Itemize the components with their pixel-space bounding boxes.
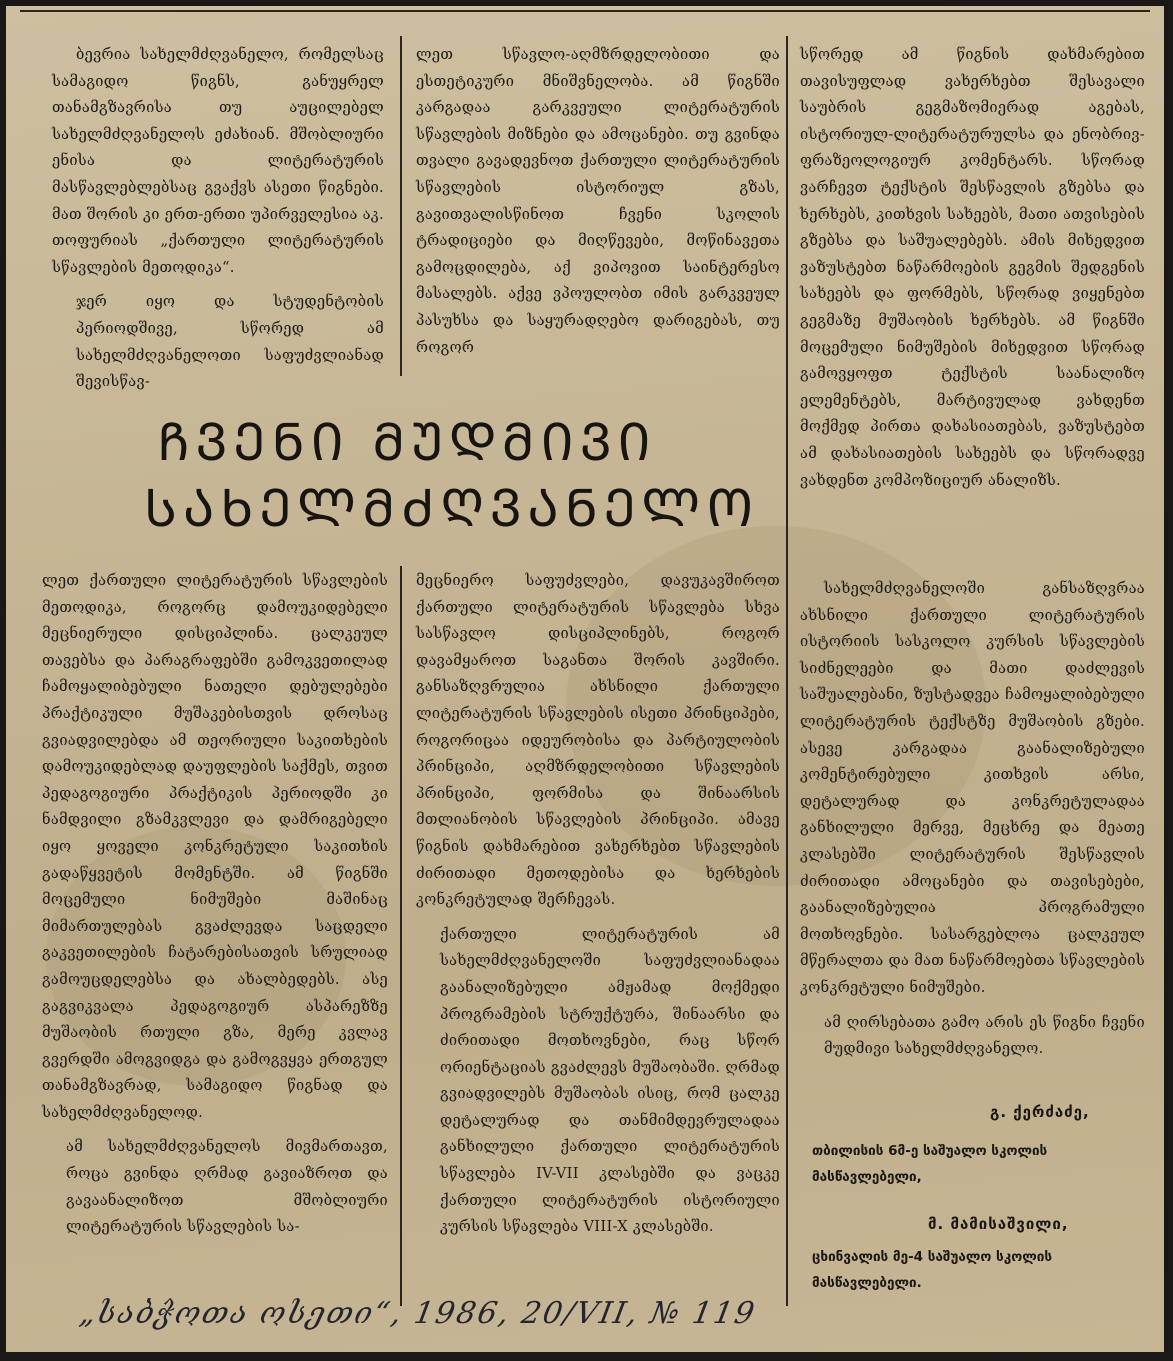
article-headline — [144, 410, 760, 542]
paragraph: ამ სახელმძღვანელოს მივმართავთ, როცა გვინდა ღრმად გავიაზროთ და გავაანალიზოთ მშობლიური ლიტერატურის სწავლების სა- — [66, 1138, 393, 1236]
article-column-5 — [416, 568, 785, 1308]
paragraph: ლეთ სწავლო-აღმზრდელობითი და ესთეტიკური მნიშვნელობა. ამ წიგნში კარგადაა გარკვეული ლიტერატურის სწავლების მიზნები და ამოცანები. თუ გვინდა თვალი გავადევნოთ ქართული ლიტერატურის სწავლების ისტორიულ გზას, გავითვალისწინოთ ჩვენი სკოლის ტრადიციები და მიღწევები, მოწინავეთა გამოცდილება, აქ ვიპოვით საინტერესო მასალებს. აქვე ვპოულობთ იმის გარკვეულ პასუხსა და საყურადღებო დარიგებას, თუ როგორ — [416, 46, 785, 356]
column-rule — [786, 36, 788, 1306]
article-column-2 — [416, 42, 785, 382]
article-column-6 — [800, 576, 1150, 1058]
author-2-name: მ. მამისაშვილი, — [928, 1215, 1069, 1233]
author-1-name: გ. ქერძაძე, — [990, 1103, 1090, 1121]
column-rule — [400, 566, 402, 1306]
newspaper-clipping — [6, 6, 1164, 1352]
author-2-role: ცხინვალის მე-4 საშუალო სკოლის მასწავლებელი. — [812, 1249, 1052, 1291]
author-1-role: თბილისის 6მ-ე საშუალო სკოლის მასწავლებელი, — [812, 1143, 1048, 1185]
handwritten-source-note: „საბჭოთა ოსეთი“, 1986, 20/VII, № 119 — [76, 1296, 759, 1331]
paragraph: მეცნიერო საფუძვლები, დავუკავშიროთ ქართული ლიტერატურის სწავლება სხვა სასწავლო დისციპლინებს, როგორ დავამყაროთ საგანთა შორის კავშირი. განსაზღვრულია ახსნილი ქართული ლიტერატურის სწავლების ისეთი პრინციპები, როგორიცაა იდეურობისა და პარტიულობის პრინციპი, აღმზრდელობითი სწავლების პრინციპი, ფორმისა და შინაარსის მთლიანობის სწავლების პრინციპი. ამავე წიგნის დახმარებით ვახერხებთ სწავლების ძირითადი მეთოდებისა და ხერხების კონკრეტულად შერჩევას. — [416, 572, 785, 909]
paragraph: ბევრია სახელმძღვანელო, რომელსაც სამაგიდო წიგნს, განუყრელ თანამგზავრისა თუ აუცილებელ სახელმძღვანელოს ეძახიან. მშობლიური ენისა და ლიტერატურის მასწავლებლებსაც გვაქვს ასეთი წიგნები. მათ შორის კი ერთ-ერთი უპირველესია აკ. თოფურიას „ქართული ლიტერატურის სწავლების მეთოდიკა“. — [52, 46, 389, 276]
article-column-1 — [52, 42, 389, 391]
paragraph: ჯერ იყო და სტუდენტობის პერიოდშივე, სწორედ ამ სახელმძღვანელოთი საფუძვლიანად შევისწავ- — [76, 293, 389, 391]
top-rule — [20, 10, 1150, 12]
paragraph: ამ ღირსებათა გამო არის ეს წიგნი ჩვენი მუდმივი სახელმძღვანელო. — [824, 1013, 1150, 1058]
headline-line-1: ᲩᲕᲔᲜᲘ ᲛᲣᲓᲛᲘᲕᲘ — [157, 413, 657, 473]
article-column-4 — [42, 568, 393, 1308]
column-rule — [400, 36, 402, 376]
paragraph: სახელმძღვანელოში განსაზღვრაა ახსნილი ქართული ლიტერატურის ისტორიის სასკოლო კურსის სწავლების სიძნელეები და მათი დაძლევის საშუალებანი, ზუსტადვეა ჩამოყალიბებული ლიტერატურის ტექსტზე მუშაობის გზები. ასევე კარგადაა გაანალიზებული კომენტირებული კითხვის არსი, დეტალურად და კონკრეტულადაა განხილული მერვე, მეცხრე და მეათე კლასებში ლიტერატურის შესწავლის ძირითადი ამოცანები და თავისებები, გაანალიზებულია პროგრამული მოთხოვნები. სასარგებლოა ცალკეულ მწერალთა და მათ ნაწარმოებთა სწავლების კონკრეტული ნიმუშები. — [800, 580, 1150, 996]
paragraph: სწორედ ამ წიგნის დახმარებით თავისუფლად ვახერხებთ შესავალი საუბრის გეგმაზომიერად აგებას, ისტორიულ-ლიტერატურულსა და ენობრივ-ფრაზეოლოგიურ კომენტარს. სწორად ვარჩევთ ტექსტის შესწავლის გზებსა და ხერხებს, კითხვის სახეებს, მათი ათვისების გზებსა და საშუალებებს. ამის მიხედვით ვაზუსტებთ ნაწარმოების გეგმის შედგენის სახეებს და ფორმებს, სწორად ვიყენებთ გეგმაზე მუშაობის ხერხებს. ამ წიგნში მოცემული ნიმუშების მიხედვით სწორად გამოვყოფთ ტექსტის საანალიზო ელემენტებს, მარტივულად ვახდენთ მოქმედ პირთა დახასიათებას, ვაზუსტებთ ამ დახასიათების სახეებს და სწორადვე ვახდენთ კომპოზიციურ ანალიზს. — [800, 46, 1150, 489]
paragraph: ლეთ ქართული ლიტერატურის სწავლების მეთოდიკა, როგორც დამოუკიდებელი მეცნიერული დისციპლინა. ცალკეულ თავებსა და პარაგრაფებში გამოკვეთილად ჩამოყალიბებული ნათელი დებულებები პრაქტიკული მუშაკებისთვის დროსაც გვიადვილებდა ამ თეორიული საკითხების დამოუკიდებლად დაუფლების საქმეს, თვით პედაგოგიური პრაქტიკის პერიოდში კი ნამდვილი გზამკვლევი და დამრიგებელი იყო ყოველი კონკრეტული საკითხის გადაწყვეტის მომენტში. ამ წიგნში მოცემული ნიმუშები მაშინაც მიმართულებას გვაძლევდა საცდელი გაკვეთილების ჩატარებისათვის სრულიად გამოუცდელებსა და ახალბედებს. ასე გაგვიკვალა პედაგოგიურ ასპარეზზე მუშაობის რთული გზა, მერე კვლავ გვერდში ამოგვიდგა და გამოგვყვა ერთგულ თანამგზავრად, სამაგიდო წიგნად და სახელმძღვანელოდ. — [42, 572, 393, 1121]
article-column-3 — [800, 42, 1150, 570]
paragraph: ქართული ლიტერატურის ამ სახელმძღვანელოში საფუძვლიანადაა გაანალიზებული ამჟამად მოქმედი პროგრამების სტრუქტურა, შინაარსი და ძირითადი მოთხოვნები, რაც სწორ ორიენტაციას გვაძლევს მუშაობაში. ღრმად გვიადვილებს მუშაობას ისიც, რომ ცალკე დეტალურად და თანმიმდევრულადაა განხილული ქართული ლიტერატურის სწავლება IV-VII კლასებში და ვაცკე ქართული ლიტერატურის ისტორიული კურსის სწავლება VIII-X კლასებში. — [440, 925, 785, 1236]
headline-line-2: ᲡᲐᲮᲔᲚᲛᲫᲦᲕᲐᲜᲔᲚᲝ — [144, 479, 760, 539]
